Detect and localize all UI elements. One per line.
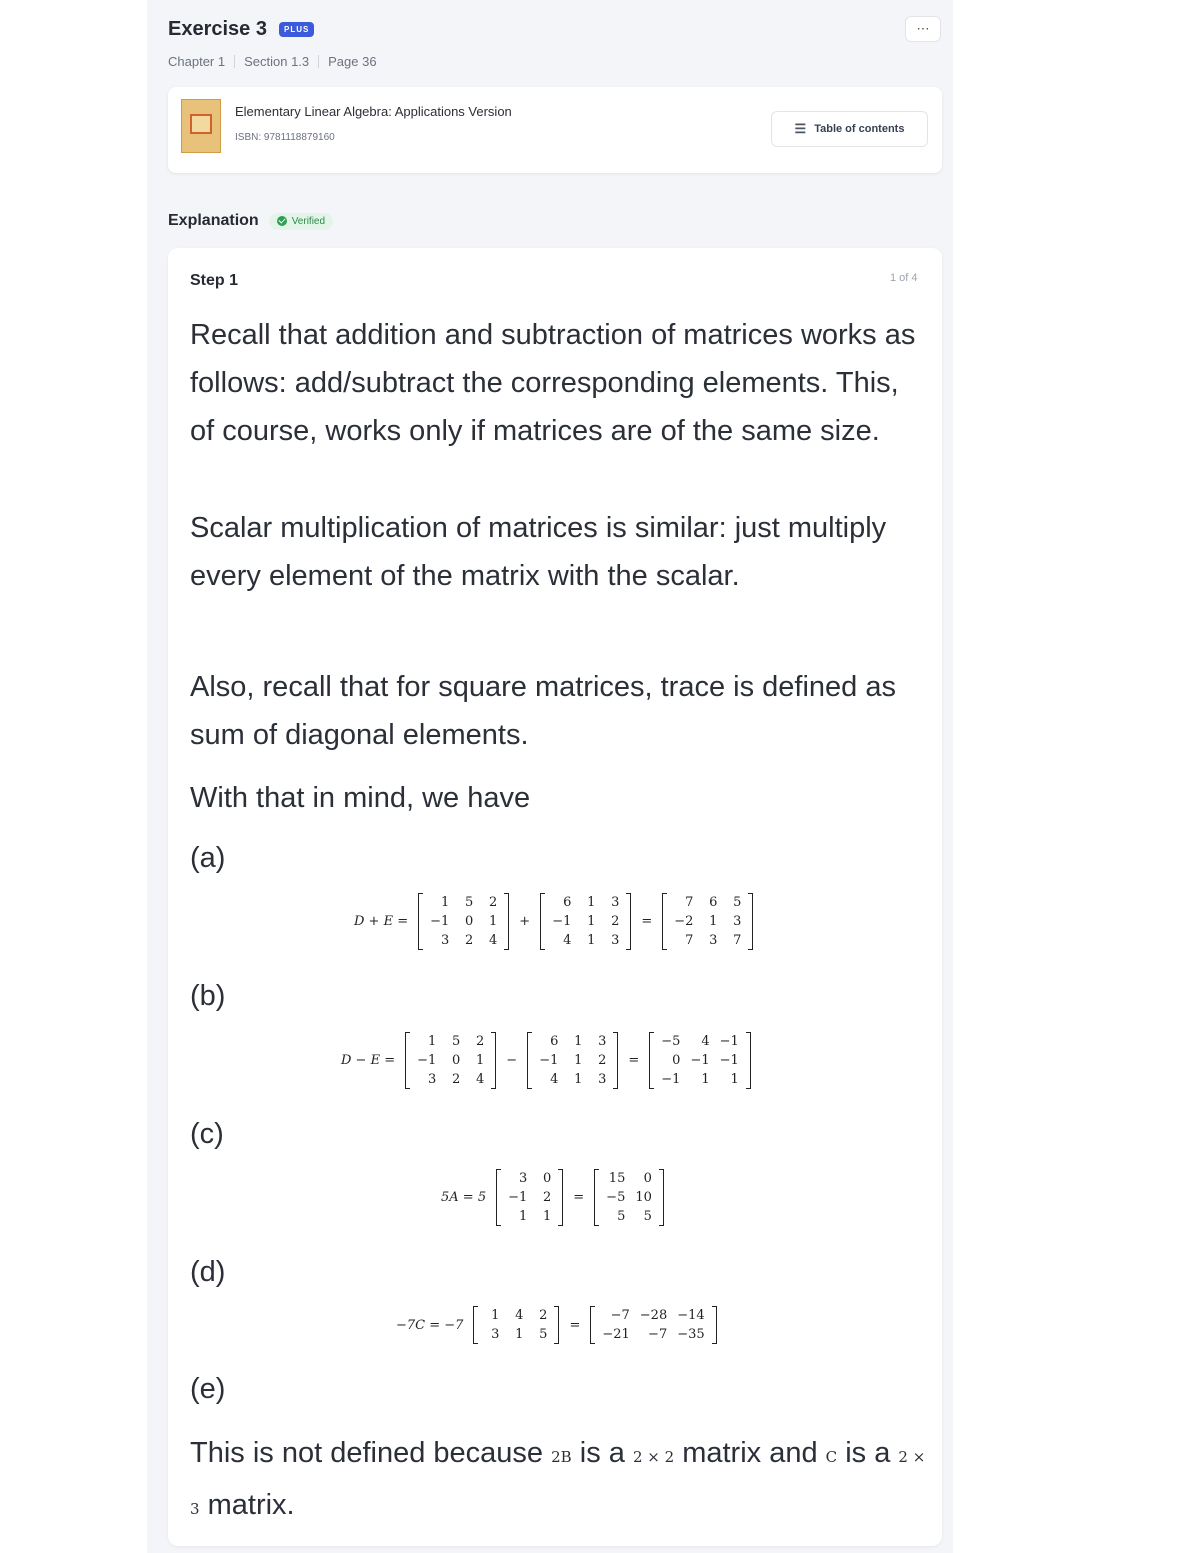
- math-c: C: [825, 1448, 838, 1466]
- step-title: Step 1: [190, 272, 239, 289]
- explanation-title: Explanation: [168, 212, 259, 229]
- matrix-cell: 1: [709, 914, 718, 929]
- matrix-cell: −1: [690, 1053, 710, 1068]
- part-c-label: (c): [190, 1118, 224, 1150]
- matrix-cell: 4: [476, 1072, 485, 1087]
- matrix-cell: 0: [672, 1053, 681, 1068]
- part-b-label: (b): [190, 980, 226, 1012]
- equation-a: [354, 893, 753, 950]
- matrix-cell: −1: [417, 1053, 437, 1068]
- math-2x3: 2 × 3: [190, 1448, 926, 1518]
- text: This is not defined because: [190, 1437, 552, 1469]
- matrix-cell: 3: [518, 1171, 528, 1186]
- matrix-cell: 1: [587, 895, 596, 910]
- matrix-cell: 0: [465, 914, 474, 929]
- breadcrumb-divider: [234, 55, 235, 68]
- matrix-cell: 2: [598, 1053, 607, 1068]
- more-options-button[interactable]: ⋯: [905, 16, 941, 42]
- matrix-cell: 5: [465, 895, 474, 910]
- breadcrumb-section[interactable]: Section 1.3: [244, 54, 310, 69]
- equation-b: [341, 1032, 751, 1089]
- matrix-cell: 4: [701, 1034, 710, 1049]
- matrix-result: [590, 1306, 716, 1344]
- lhs: −7C = −7: [396, 1317, 464, 1333]
- matrix-cell: 4: [550, 1072, 559, 1087]
- matrix-cell: 5: [617, 1209, 626, 1224]
- matrix-c: [473, 1306, 559, 1344]
- matrix-cell: 2: [611, 914, 620, 929]
- matrix-cell: 3: [598, 1072, 607, 1087]
- matrix-cell: 2: [465, 933, 474, 948]
- matrix-cell: −28: [639, 1308, 668, 1323]
- breadcrumb-divider: [318, 55, 319, 68]
- matrix-cell: −35: [677, 1327, 705, 1342]
- matrix-cell: −7: [648, 1327, 668, 1342]
- paragraph-trace: Also, recall that for square matrices, trace is defined as sum of diagonal elements.: [190, 671, 896, 751]
- matrix-cell: 7: [685, 933, 694, 948]
- book-cover-art: [190, 114, 212, 134]
- matrix-cell: −1: [508, 1190, 528, 1205]
- matrix-cell: 3: [598, 1034, 607, 1049]
- matrix-e: [527, 1032, 618, 1089]
- matrix-cell: −5: [661, 1034, 681, 1049]
- matrix-cell: 2: [542, 1190, 552, 1205]
- matrix-cell: 1: [489, 914, 498, 929]
- matrix-cell: 1: [730, 1072, 739, 1087]
- check-icon: [277, 216, 287, 226]
- matrix-cell: −14: [677, 1308, 705, 1323]
- matrix-cell: 5: [452, 1034, 461, 1049]
- equals-operator: =: [569, 1317, 581, 1333]
- text: matrix and: [674, 1437, 826, 1469]
- table-of-contents-button[interactable]: [771, 111, 928, 147]
- matrix-cell: 1: [542, 1209, 552, 1224]
- matrix-cell: 15: [608, 1171, 626, 1186]
- matrix-cell: 4: [489, 933, 498, 948]
- lhs: D + E =: [354, 914, 409, 929]
- matrix-cell: −1: [552, 914, 572, 929]
- matrix-cell: 1: [515, 1327, 524, 1342]
- equals-operator: =: [628, 1053, 640, 1068]
- matrix-cell: 1: [574, 1034, 583, 1049]
- matrix-cell: 2: [489, 895, 498, 910]
- math-2x2: 2 × 2: [632, 1448, 675, 1466]
- matrix-result: [662, 893, 753, 950]
- matrix-cell: −1: [661, 1072, 681, 1087]
- step-counter: 1 of 4: [890, 272, 918, 284]
- matrix-cell: 0: [452, 1053, 461, 1068]
- matrix-cell: 0: [643, 1171, 652, 1186]
- matrix-d: [405, 1032, 496, 1089]
- part-d-label: (d): [190, 1256, 226, 1288]
- book-isbn: ISBN: 9781118879160: [235, 132, 335, 143]
- matrix-cell: −21: [602, 1327, 630, 1342]
- explanation-header: [168, 212, 333, 230]
- matrix-cell: −1: [719, 1034, 739, 1049]
- list-icon: ☰: [794, 121, 807, 136]
- step-card: [168, 248, 942, 1546]
- page: [147, 0, 953, 1553]
- equation-d: [396, 1306, 717, 1344]
- lhs: 5A = 5: [441, 1190, 487, 1205]
- matrix-cell: 3: [733, 914, 742, 929]
- matrix-cell: 3: [709, 933, 718, 948]
- matrix-cell: 1: [574, 1072, 583, 1087]
- breadcrumb-page[interactable]: Page 36: [328, 54, 377, 69]
- matrix-cell: 6: [563, 895, 572, 910]
- matrix-cell: 3: [491, 1327, 500, 1342]
- math-2b: 2B: [551, 1448, 572, 1466]
- matrix-d: [418, 893, 509, 950]
- matrix-cell: −7: [610, 1308, 630, 1323]
- book-card: [168, 87, 942, 173]
- matrix-cell: 5: [643, 1209, 652, 1224]
- equals-operator: =: [573, 1190, 585, 1205]
- matrix-result: [594, 1169, 664, 1226]
- plus-operator: +: [519, 914, 531, 929]
- plus-badge: PLUS: [279, 22, 314, 37]
- text: matrix.: [199, 1489, 295, 1521]
- matrix-cell: 0: [542, 1171, 552, 1186]
- matrix-cell: 1: [587, 933, 596, 948]
- matrix-cell: 3: [611, 933, 620, 948]
- matrix-cell: 1: [701, 1072, 710, 1087]
- matrix-cell: 4: [515, 1308, 524, 1323]
- matrix-cell: −1: [719, 1053, 739, 1068]
- matrix-cell: 3: [441, 933, 450, 948]
- matrix-e: [540, 893, 631, 950]
- matrix-cell: 6: [709, 895, 718, 910]
- paragraph-intro: With that in mind, we have: [190, 782, 531, 814]
- matrix-cell: 4: [563, 933, 572, 948]
- matrix-cell: −1: [539, 1053, 559, 1068]
- page-title: Exercise 3: [168, 18, 267, 40]
- minus-operator: −: [506, 1053, 518, 1068]
- matrix-cell: 1: [587, 914, 596, 929]
- breadcrumb-chapter[interactable]: Chapter 1: [168, 54, 226, 69]
- matrix-cell: −2: [674, 914, 694, 929]
- paragraph-part-e: [190, 1429, 930, 1533]
- matrix-cell: 1: [491, 1308, 500, 1323]
- matrix-cell: 10: [635, 1190, 652, 1205]
- equals-operator: =: [641, 914, 653, 929]
- matrix-cell: 1: [441, 895, 450, 910]
- matrix-cell: 5: [733, 895, 742, 910]
- matrix-cell: −1: [430, 914, 450, 929]
- matrix-a: [496, 1169, 563, 1226]
- paragraph-addition: Recall that addition and subtraction of matrices works as follows: add/subtract the corresponding elements. This, of course, works only if matrices are of the same size.: [190, 319, 916, 447]
- matrix-cell: 6: [550, 1034, 559, 1049]
- equation-c: [441, 1169, 664, 1226]
- lhs: D − E =: [341, 1053, 396, 1068]
- part-a-label: (a): [190, 842, 226, 874]
- matrix-cell: 2: [452, 1072, 461, 1087]
- text: is a: [837, 1437, 899, 1469]
- matrix-cell: 2: [539, 1308, 548, 1323]
- matrix-cell: 7: [733, 933, 742, 948]
- matrix-cell: 3: [611, 895, 620, 910]
- matrix-cell: 7: [685, 895, 694, 910]
- matrix-cell: 1: [518, 1209, 528, 1224]
- matrix-cell: 5: [539, 1327, 548, 1342]
- verified-label: Verified: [291, 215, 326, 227]
- matrix-cell: 2: [476, 1034, 485, 1049]
- matrix-result: [649, 1032, 751, 1089]
- text: is a: [571, 1437, 633, 1469]
- breadcrumb: [168, 54, 377, 69]
- paragraph-scalar: Scalar multiplication of matrices is similar: just multiply every element of the matrix with the scalar.: [190, 512, 887, 592]
- book-title[interactable]: Elementary Linear Algebra: Applications Version: [235, 104, 512, 119]
- book-cover-image[interactable]: [181, 99, 221, 153]
- exercise-header: [168, 18, 314, 41]
- part-e-label: (e): [190, 1373, 226, 1405]
- matrix-cell: 1: [574, 1053, 583, 1068]
- matrix-cell: 3: [428, 1072, 437, 1087]
- matrix-cell: −5: [606, 1190, 626, 1205]
- verified-badge: [269, 213, 333, 230]
- toc-label: Table of contents: [814, 123, 905, 135]
- matrix-cell: 1: [428, 1034, 437, 1049]
- matrix-cell: 1: [476, 1053, 485, 1068]
